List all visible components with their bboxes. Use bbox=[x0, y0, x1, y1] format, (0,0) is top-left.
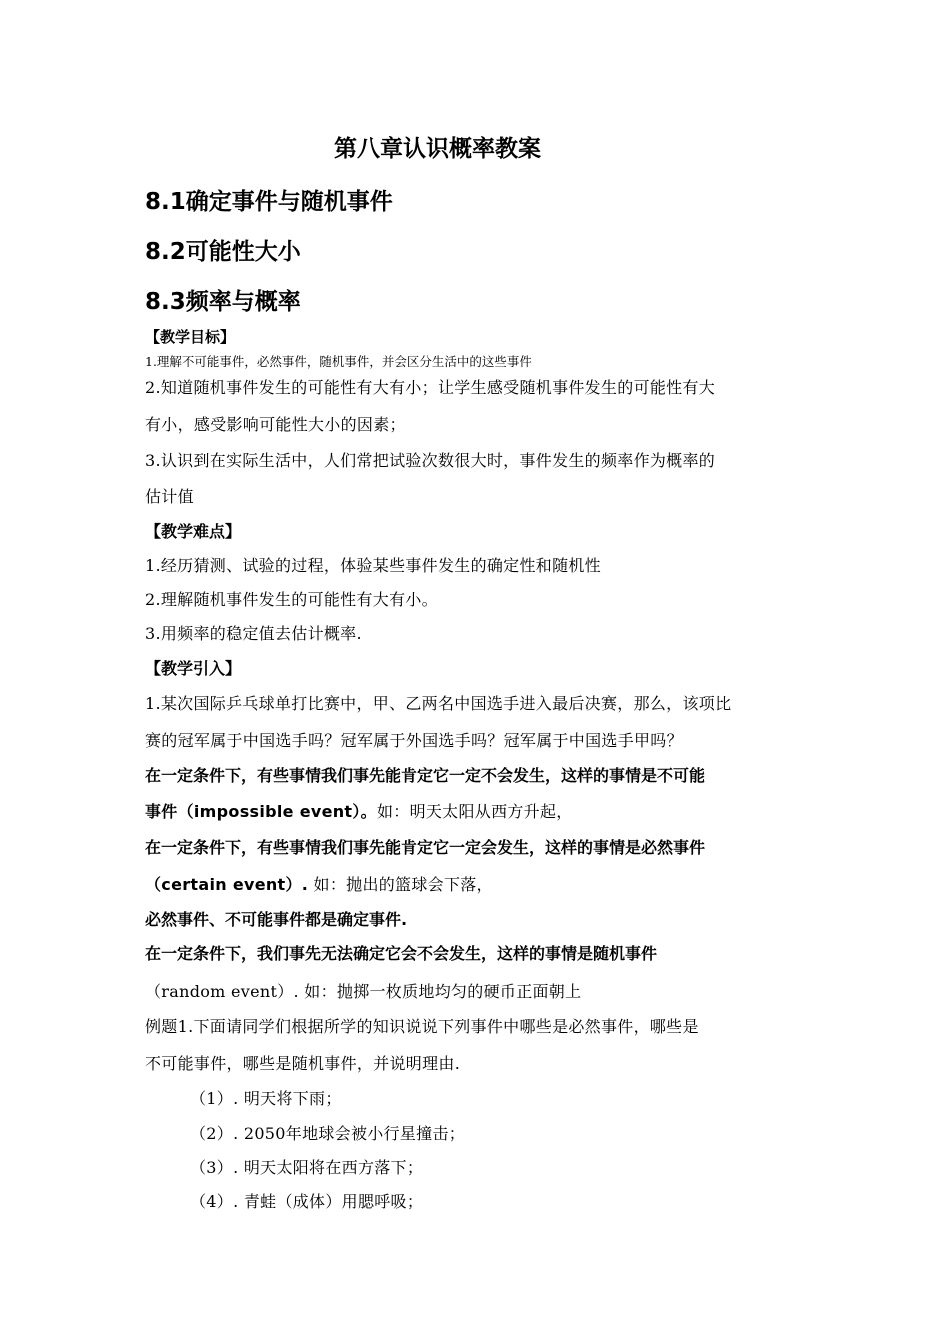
difficulty-2: 2.理解随机事件发生的可能性有大有小。 bbox=[145, 590, 438, 609]
certain-event-term: （certain event）. bbox=[145, 875, 309, 894]
impossible-definition-line-2 bbox=[145, 799, 573, 822]
impossible-definition-line-1: 在一定条件下，有些事情我们事先能肯定它一定不会发生，这样的事情是不可能 bbox=[145, 766, 706, 785]
goal-3-line-1: 3.认识到在实际生活中，人们常把试验次数很大时，事件发生的频率作为概率的 bbox=[145, 451, 716, 470]
goal-3-line-2: 估计值 bbox=[145, 487, 194, 506]
impossible-event-term: 事件（impossible event）。 bbox=[145, 802, 377, 821]
certain-definition-line-1: 在一定条件下，有些事情我们事先能肯定它一定会发生，这样的事情是必然事件 bbox=[145, 838, 706, 857]
certain-definition-line-2 bbox=[145, 872, 493, 895]
section-heading-3: 8.3频率与概率 bbox=[145, 289, 301, 315]
intro-1-line-1: 1.某次国际乒乓球单打比赛中，甲、乙两名中国选手进入最后决赛，那么，该项比 bbox=[145, 694, 732, 713]
random-definition-line-1: 在一定条件下，我们事先无法确定它会不会发生，这样的事情是随机事件 bbox=[145, 944, 658, 963]
page-title: 第八章认识概率教案 bbox=[334, 136, 541, 162]
impossible-example: 如：明天太阳从西方升起， bbox=[376, 802, 573, 821]
section-heading-1: 8.1确定事件与随机事件 bbox=[145, 189, 393, 215]
example-line-1: 例题1.下面请同学们根据所学的知识说说下列事件中哪些是必然事件，哪些是 bbox=[145, 1017, 699, 1036]
example-item-4: （4）. 青蛙（成体）用腮呼吸； bbox=[190, 1192, 424, 1211]
intro-1-line-2: 赛的冠军属于中国选手吗？冠军属于外国选手吗？冠军属于中国选手甲吗？ bbox=[145, 731, 683, 750]
example-item-1: （1）. 明天将下雨； bbox=[190, 1089, 342, 1108]
goals-label: 【教学目标】 bbox=[145, 328, 236, 346]
goal-1: 1.理解不可能事件，必然事件，随机事件，并会区分生活中的这些事件 bbox=[145, 354, 532, 369]
certain-example: 如：抛出的篮球会下落， bbox=[308, 875, 493, 894]
goal-2-line-2: 有小，感受影响可能性大小的因素； bbox=[145, 415, 406, 434]
goal-2-line-1: 2.知道随机事件发生的可能性有大有小；让学生感受随机事件发生的可能性有大 bbox=[145, 378, 716, 397]
intro-label: 【教学引入】 bbox=[145, 659, 242, 678]
example-item-2: （2）. 2050年地球会被小行星撞击； bbox=[190, 1124, 466, 1143]
example-item-3: （3）. 明天太阳将在西方落下； bbox=[190, 1158, 424, 1177]
determined-event-statement: 必然事件、不可能事件都是确定事件. bbox=[145, 910, 408, 929]
section-heading-2: 8.2可能性大小 bbox=[145, 239, 301, 265]
example-line-2: 不可能事件，哪些是随机事件，并说明理由. bbox=[145, 1054, 461, 1073]
random-definition-line-2: （random event）. 如：抛掷一枚质地均匀的硬币正面朝上 bbox=[145, 982, 582, 1001]
difficulty-1: 1.经历猜测、试验的过程，体验某些事件发生的确定性和随机性 bbox=[145, 556, 601, 575]
difficulty-3: 3.用频率的稳定值去估计概率. bbox=[145, 624, 362, 643]
difficulty-label: 【教学难点】 bbox=[145, 522, 242, 541]
